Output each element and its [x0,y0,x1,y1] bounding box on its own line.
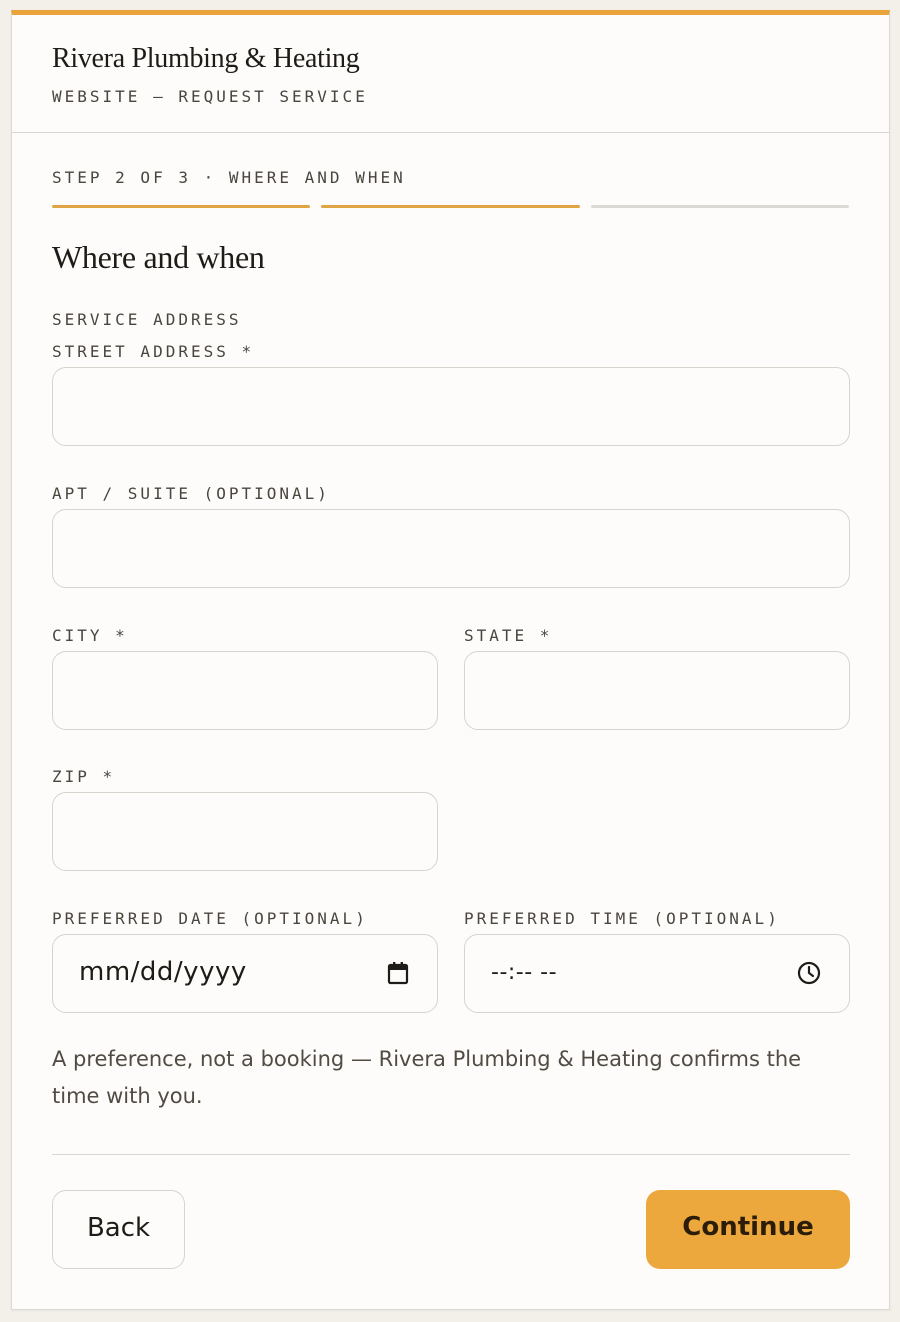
scheduling-hint: A preference, not a booking — Rivera Plumbing & Heating confirms the time with you. [52,1047,802,1108]
apt-suite-input[interactable] [52,509,850,588]
request-service-card [11,10,890,1310]
progress-segment-1 [52,205,310,208]
header [12,15,889,133]
brand-title: Rivera Plumbing & Heating [52,43,360,74]
step-progress-bar [52,205,849,209]
calendar-icon[interactable] [387,961,409,992]
apt-suite-label: APT / SUITE (OPTIONAL) [52,484,330,503]
actions-divider [52,1154,850,1155]
page-subtitle: WEBSITE — REQUEST SERVICE [52,87,368,106]
state-input[interactable] [464,651,850,730]
city-input[interactable] [52,651,438,730]
preferred-time-input[interactable] [464,934,850,1013]
continue-button[interactable] [646,1190,850,1269]
time-placeholder: --:-- -- [491,960,558,985]
street-address-label: STREET ADDRESS * [52,342,255,361]
state-label: STATE * [464,626,553,645]
preferred-date-label: PREFERRED DATE (OPTIONAL) [52,909,368,928]
continue-button-label: Continue [682,1212,814,1242]
form-title: Where and when [52,239,265,275]
step-indicator: STEP 2 OF 3 · WHERE AND WHEN [52,168,406,187]
street-address-input[interactable] [52,367,850,446]
preferred-time-label: PREFERRED TIME (OPTIONAL) [464,909,780,928]
zip-label: ZIP * [52,767,116,786]
clock-icon[interactable] [797,961,821,992]
zip-input[interactable] [52,792,438,871]
city-label: CITY * [52,626,128,645]
back-button-label: Back [86,1213,151,1243]
date-placeholder: mm/dd/yyyy [79,957,247,987]
section-label-service-address: SERVICE ADDRESS [52,310,242,329]
progress-segment-3 [591,205,849,208]
preferred-date-input[interactable] [52,934,438,1013]
back-button[interactable] [52,1190,185,1269]
progress-segment-2 [321,205,580,208]
